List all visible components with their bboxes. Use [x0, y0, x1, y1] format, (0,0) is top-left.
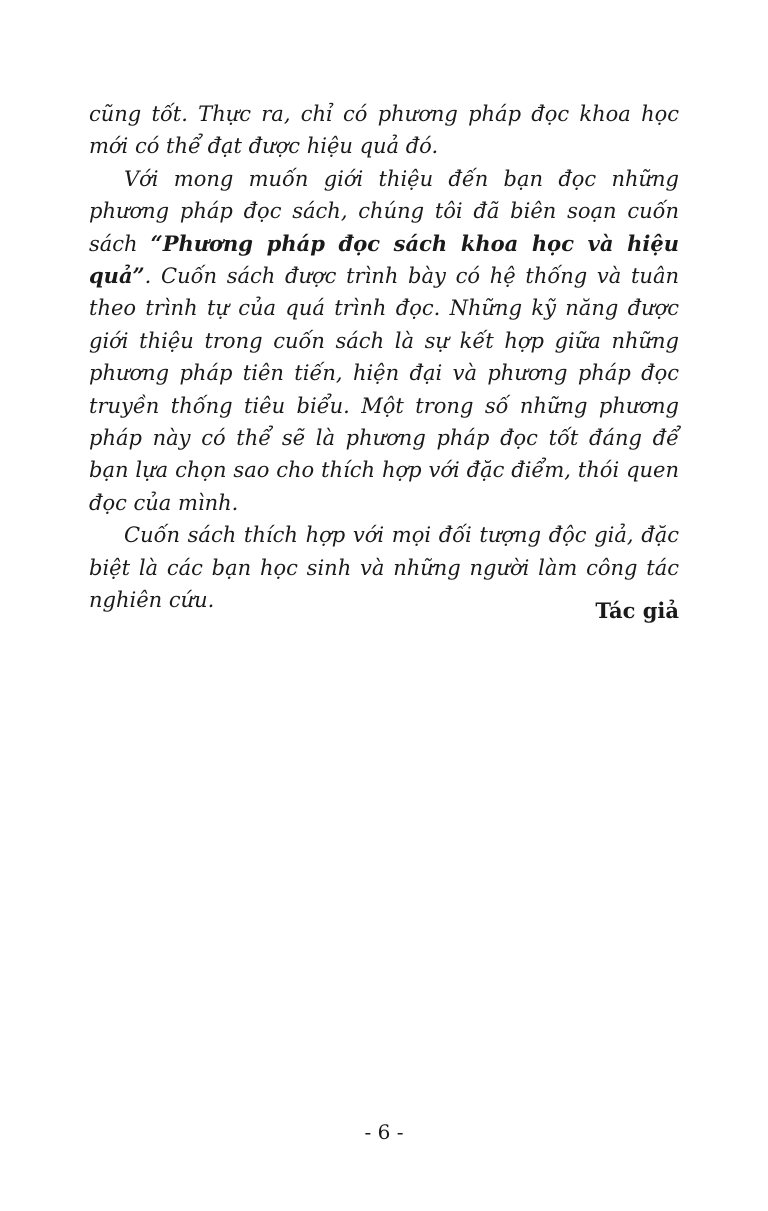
book-title: “Phương pháp đọc sách khoa học và hiệu quả”: [89, 230, 679, 289]
paragraph-audience: Cuốn sách thích hợp với mọi đối tượng độc giả, đặc biệt là các bạn học sinh và những người làm công tác nghiên cứu.: [89, 523, 679, 613]
paragraph-continuation: cũng tốt. Thực ra, chỉ có phương pháp đọc khoa học mới có thể đạt được hiệu quả đó.: [89, 102, 679, 159]
author-signature: Tác giả: [595, 598, 679, 623]
paragraph-intro-text: Với mong muốn giới thiệu đến bạn đọc những phương pháp đọc sách, chúng tôi đã biên soạn cuốn sách: [89, 166, 679, 256]
paragraph-introduction: [89, 163, 679, 519]
paragraph-description-text: . Cuốn sách được trình bày có hệ thống và tuân theo trình tự của quá trình đọc. Những kỹ năng được giới thiệu trong cuốn sách là sự kết hợp giữa những phương pháp tiên tiến, hiện đại và phương pháp đọc truyền thống tiêu biểu. Một trong số những phương pháp này có thể sẽ là phương pháp đọc tốt đáng để bạn lựa chọn sao cho thích hợp với đặc điểm, thói quen đọc của mình.: [89, 264, 679, 515]
body-text: [89, 98, 679, 617]
page-number: - 6 -: [364, 1120, 404, 1144]
